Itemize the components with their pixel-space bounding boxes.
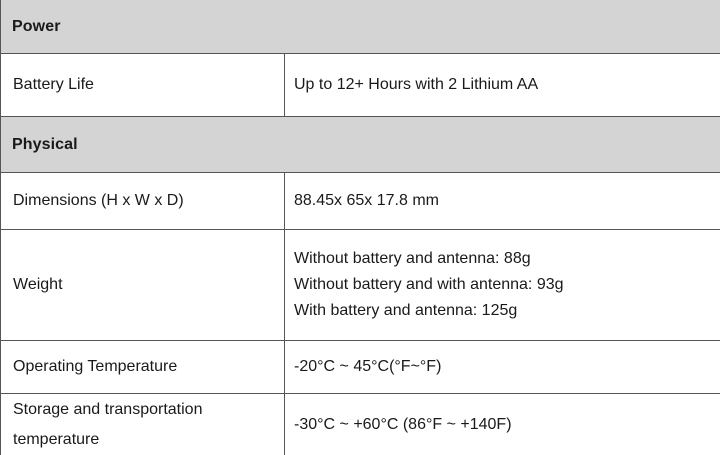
row-value xyxy=(285,54,720,116)
label-line: temperature xyxy=(13,430,100,448)
value-text: Without battery and with antenna: 93g xyxy=(294,276,564,293)
value-text: Up to 12+ Hours with 2 Lithium AA xyxy=(294,76,539,93)
section-title: Physical xyxy=(12,135,78,153)
row-value xyxy=(285,173,720,229)
row-label xyxy=(1,394,285,455)
value-text: -20°C ~ 45°C(°F~°F) xyxy=(294,358,442,375)
table-row-storage-temperature xyxy=(1,394,720,455)
row-label: Dimensions (H x W x D) xyxy=(1,173,285,229)
label-line: Storage and transportation xyxy=(13,400,203,418)
value-text: 88.45x 65x 17.8 mm xyxy=(294,192,439,209)
row-label: Battery Life xyxy=(1,54,285,116)
row-label: Weight xyxy=(1,230,285,340)
section-title: Power xyxy=(12,17,61,35)
row-value xyxy=(285,341,720,393)
row-value xyxy=(285,230,720,340)
table-row-operating-temperature xyxy=(1,341,720,394)
section-header-power xyxy=(1,0,720,54)
value-text: -30°C ~ +60°C (86°F ~ +140F) xyxy=(294,415,512,433)
row-value xyxy=(285,394,720,455)
section-header-physical xyxy=(1,117,720,173)
table-row-battery-life xyxy=(1,54,720,117)
value-text: With battery and antenna: 125g xyxy=(294,302,518,319)
table-row-weight xyxy=(1,230,720,341)
table-row-dimensions xyxy=(1,173,720,230)
value-text: Without battery and antenna: 88g xyxy=(294,250,531,267)
row-label: Operating Temperature xyxy=(1,341,285,393)
